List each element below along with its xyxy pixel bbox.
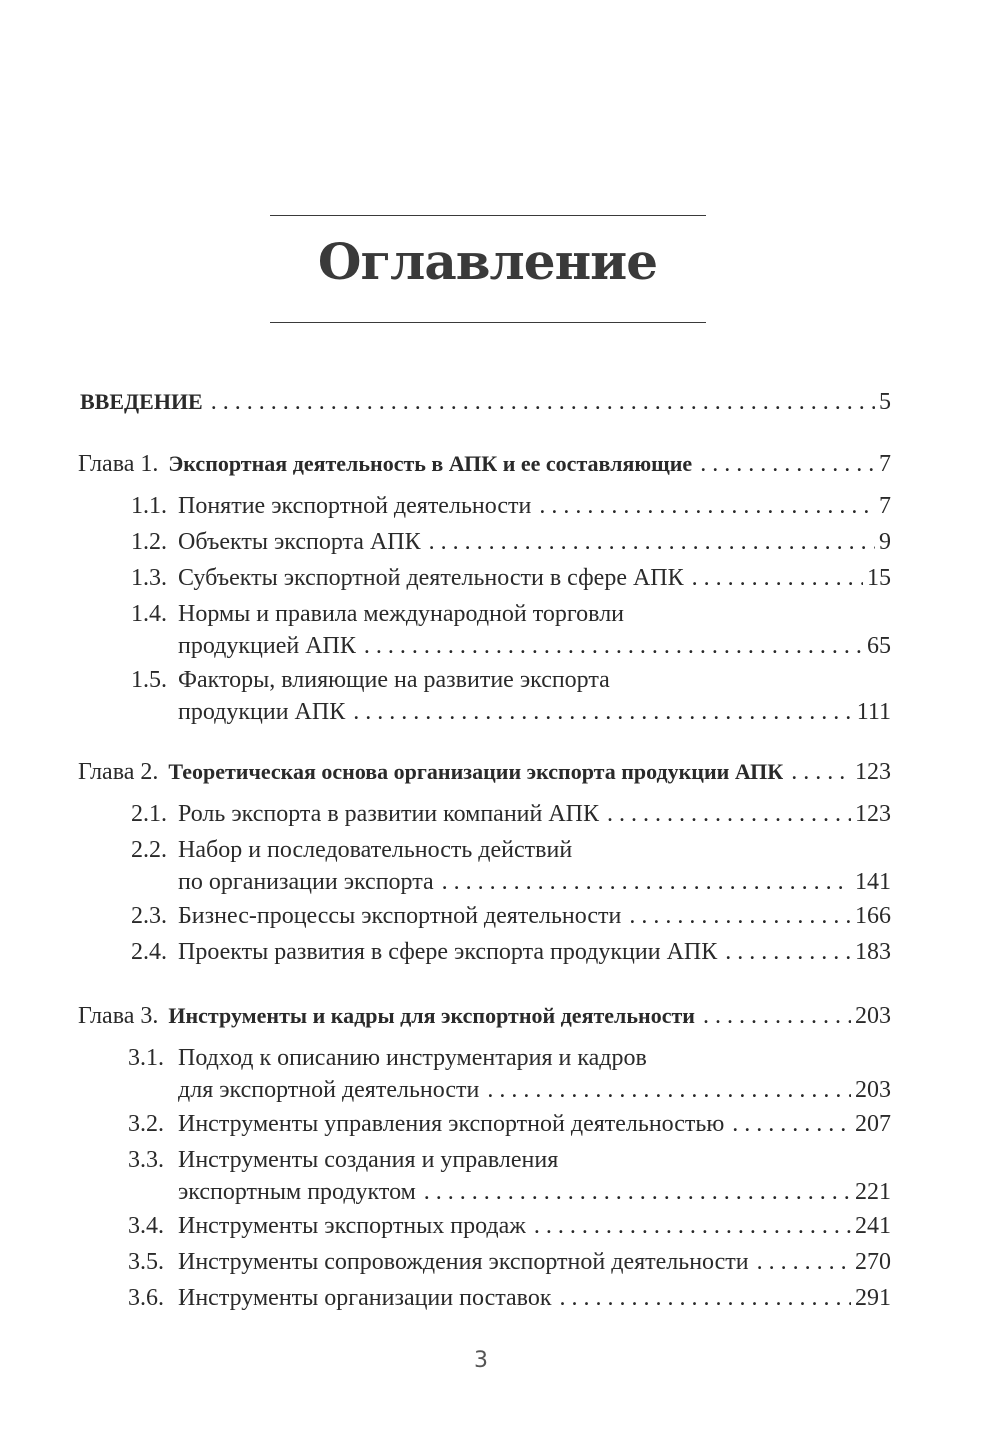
toc-section-line xyxy=(178,562,891,594)
section-number: 3.3. xyxy=(128,1147,164,1173)
section-title: продукции АПК xyxy=(178,699,346,725)
section-number: 3.2. xyxy=(128,1111,164,1137)
toc-intro xyxy=(80,386,891,418)
section-title: Инструменты организации поставок xyxy=(178,1285,552,1311)
dot-leader xyxy=(700,448,875,480)
section-title: Инструменты управления экспортной деятельностью xyxy=(178,1111,725,1137)
section-title: Проекты развития в сфере экспорта продукции АПК xyxy=(178,939,718,965)
section-number: 2.2. xyxy=(131,837,167,863)
toc-page-number: 123 xyxy=(855,759,891,785)
section-title: по организации экспорта xyxy=(178,869,434,895)
toc-page-number: 270 xyxy=(855,1249,891,1275)
toc-section-line xyxy=(178,526,891,558)
toc-section-line xyxy=(178,1144,891,1176)
toc-page-number: 291 xyxy=(855,1285,891,1311)
toc-page-number: 221 xyxy=(855,1179,891,1205)
toc-page-number: 9 xyxy=(879,529,891,555)
toc-section-line xyxy=(178,900,891,932)
section-number: 1.4. xyxy=(131,601,167,627)
dot-leader xyxy=(629,900,851,932)
toc-section-line xyxy=(178,1246,891,1278)
toc-chapter xyxy=(78,1000,891,1032)
section-number: 1.5. xyxy=(131,667,167,693)
section-title: Набор и последовательность действий xyxy=(178,837,573,863)
section-title: Объекты экспорта АПК xyxy=(178,529,421,555)
section-title: экспортным продуктом xyxy=(178,1179,416,1205)
section-title: Инструменты сопровождения экспортной деятельности xyxy=(178,1249,749,1275)
section-title: Понятие экспортной деятельности xyxy=(178,493,532,519)
toc-section-line xyxy=(178,1108,891,1140)
section-number: 2.4. xyxy=(131,939,167,965)
toc-section-line xyxy=(178,1074,891,1106)
section-number: 2.3. xyxy=(131,903,167,929)
toc-page-number: 123 xyxy=(855,801,891,827)
dot-leader xyxy=(364,630,863,662)
toc-page-number: 111 xyxy=(856,699,891,725)
toc-section-line xyxy=(178,1210,891,1242)
toc-chapter xyxy=(78,448,891,480)
section-number: 3.6. xyxy=(128,1285,164,1311)
toc-page-number: 15 xyxy=(867,565,891,591)
toc-section-line xyxy=(178,598,891,630)
toc-section-line xyxy=(178,798,891,830)
dot-leader xyxy=(692,562,863,594)
toc-section-line xyxy=(178,1282,891,1314)
dot-leader xyxy=(703,1000,851,1032)
section-title: продукцией АПК xyxy=(178,633,356,659)
chapter-label: Глава 2. xyxy=(78,759,159,785)
chapter-title: Инструменты и кадры для экспортной деятельности xyxy=(168,1003,695,1028)
section-number: 3.5. xyxy=(128,1249,164,1275)
section-title: Инструменты экспортных продаж xyxy=(178,1213,526,1239)
section-title: Факторы, влияющие на развитие экспорта xyxy=(178,667,610,693)
chapter-label: Глава 1. xyxy=(78,451,159,477)
dot-leader xyxy=(539,490,875,522)
section-title: Роль экспорта в развитии компаний АПК xyxy=(178,801,600,827)
toc-chapter xyxy=(78,756,891,788)
section-title: Субъекты экспортной деятельности в сфере АПК xyxy=(178,565,684,591)
toc-section-line xyxy=(178,664,891,696)
dot-leader xyxy=(211,386,875,418)
section-number: 1.2. xyxy=(131,529,167,555)
dot-leader xyxy=(757,1246,851,1278)
toc-page-number: 241 xyxy=(855,1213,891,1239)
section-title: Инструменты создания и управления xyxy=(178,1147,559,1173)
chapter-label: Глава 3. xyxy=(78,1003,159,1029)
section-number: 3.1. xyxy=(128,1045,164,1071)
toc-intro-title: ВВЕДЕНИЕ xyxy=(80,389,203,414)
toc-page-number: 183 xyxy=(855,939,891,965)
toc-section-line xyxy=(178,696,891,728)
toc-section-line xyxy=(178,834,891,866)
toc-page-number: 7 xyxy=(879,451,891,477)
section-number: 3.4. xyxy=(128,1213,164,1239)
toc-page-number: 203 xyxy=(855,1003,891,1029)
dot-leader xyxy=(429,526,875,558)
section-number: 1.1. xyxy=(131,493,167,519)
title-rule-top xyxy=(270,215,706,216)
section-title: Нормы и правила международной торговли xyxy=(178,601,625,627)
dot-leader xyxy=(732,1108,851,1140)
toc-page-number: 65 xyxy=(867,633,891,659)
toc-page-number: 5 xyxy=(879,389,891,415)
dot-leader xyxy=(607,798,851,830)
dot-leader xyxy=(353,696,853,728)
toc-section-line xyxy=(178,490,891,522)
section-number: 1.3. xyxy=(131,565,167,591)
toc-page-number: 203 xyxy=(855,1077,891,1103)
dot-leader xyxy=(442,866,851,898)
chapter-title: Теоретическая основа организации экспорта продукции АПК xyxy=(168,759,784,784)
dot-leader xyxy=(487,1074,851,1106)
toc-page-number: 7 xyxy=(879,493,891,519)
title-rule-bottom xyxy=(270,322,706,323)
toc-section-line xyxy=(178,1176,891,1208)
section-number: 2.1. xyxy=(131,801,167,827)
section-title: для экспортной деятельности xyxy=(178,1077,480,1103)
dot-leader xyxy=(424,1176,851,1208)
dot-leader xyxy=(791,756,851,788)
section-title: Подход к описанию инструментария и кадров xyxy=(178,1045,647,1071)
page-number: 3 xyxy=(474,1348,488,1373)
toc-page-number: 207 xyxy=(855,1111,891,1137)
dot-leader xyxy=(534,1210,851,1242)
toc-section-line xyxy=(178,866,891,898)
dot-leader xyxy=(559,1282,851,1314)
toc-page-number: 141 xyxy=(855,869,891,895)
toc-section-line xyxy=(178,630,891,662)
dot-leader xyxy=(725,936,851,968)
section-title: Бизнес-процессы экспортной деятельности xyxy=(178,903,622,929)
toc-page-number: 166 xyxy=(855,903,891,929)
chapter-title: Экспортная деятельность в АПК и ее составляющие xyxy=(168,451,693,476)
toc-section-line xyxy=(178,936,891,968)
page-title: Оглавление xyxy=(317,232,658,291)
toc-section-line xyxy=(178,1042,891,1074)
